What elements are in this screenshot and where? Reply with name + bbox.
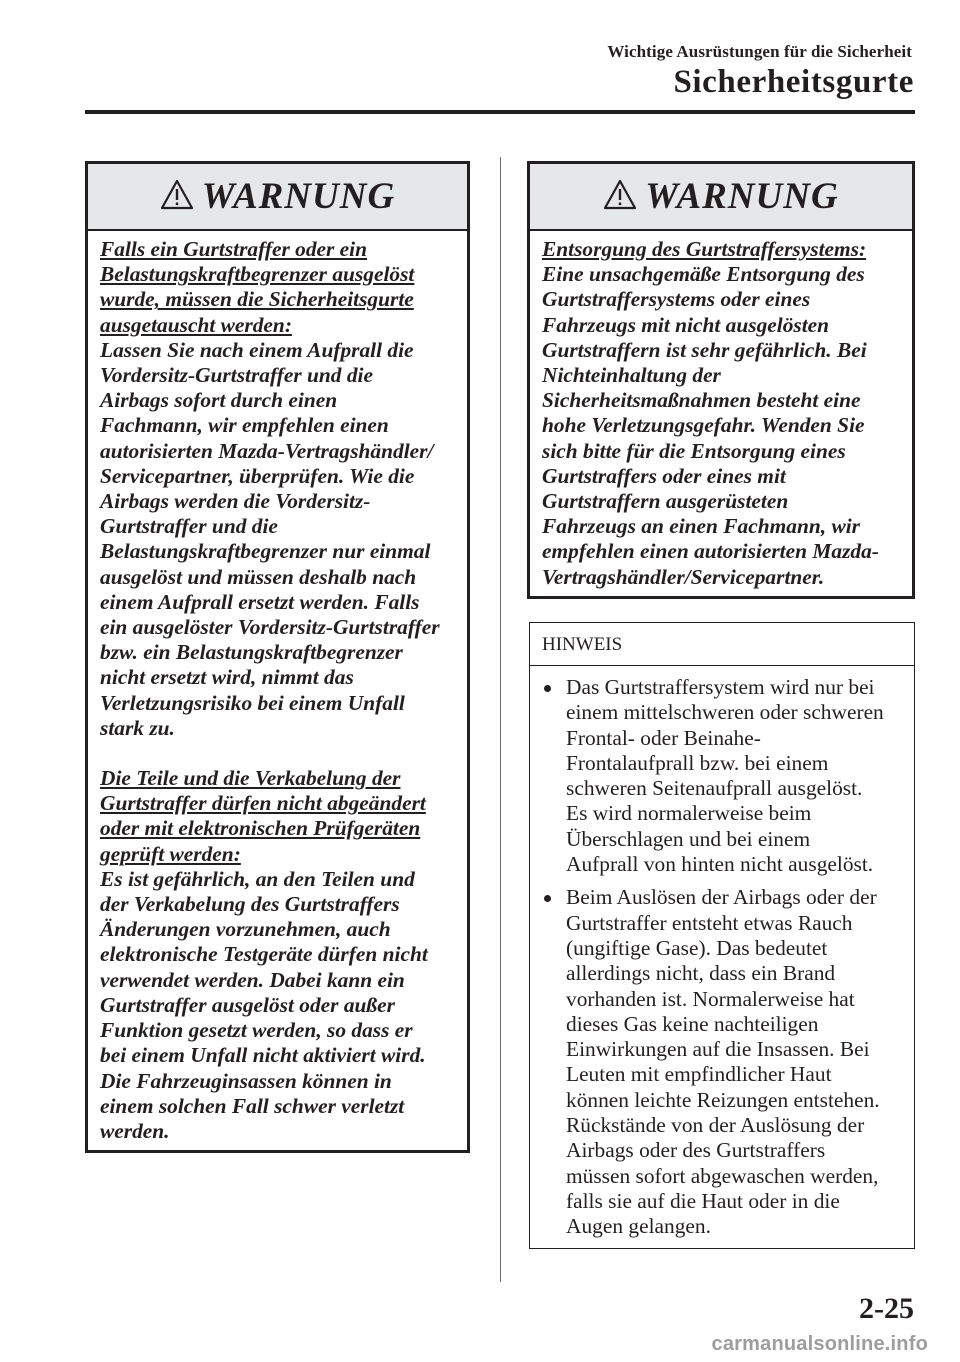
warning-text-line: empfehlen einen autorisierten Mazda- <box>542 539 879 564</box>
warning-text-line: einem solchen Fall schwer verletzt <box>100 1093 405 1118</box>
warning-text-line: ausgelöst und müssen deshalb nach <box>100 564 417 589</box>
column-divider <box>500 157 501 1282</box>
warning-body <box>530 231 912 590</box>
warning-text-line: bzw. ein Belastungskraftbegrenzer <box>100 640 403 665</box>
warning-text-line: bei einem Unfall nicht aktiviert wird. <box>100 1043 426 1068</box>
warning-heading-line: oder mit elektronischen Prüfgeräten <box>100 816 421 841</box>
note-text-line: einem mittelschweren oder schweren <box>566 700 884 725</box>
warning-box-right <box>527 161 915 599</box>
warning-text-line: Es ist gefährlich, an den Teilen und <box>100 866 415 891</box>
note-title: HINWEIS <box>530 623 914 666</box>
warning-heading-line: geprüft werden: <box>100 841 241 866</box>
note-text-line: Aufprall von hinten nicht ausgelöst. <box>566 852 874 877</box>
note-text-line: Gurtstraffer entsteht etwas Rauch <box>566 910 853 935</box>
note-text-line: Es wird normalerweise beim <box>566 801 812 826</box>
note-text-line: Einwirkungen auf die Insassen. Bei <box>566 1037 870 1062</box>
warning-text-line: der Verkabelung des Gurtstraffers <box>100 892 400 917</box>
bullet-icon <box>544 685 551 692</box>
warning-text-line: Nichteinhaltung der <box>542 363 721 388</box>
warning-text-line: Gurtstraffern ausgerüsteten <box>542 489 789 514</box>
note-text-line: müssen sofort abgewaschen werden, <box>566 1163 879 1188</box>
page-title: Sicherheitsgurte <box>673 64 914 100</box>
warning-text-line: hohe Verletzungsgefahr. Wenden Sie <box>542 413 865 438</box>
warning-text-line: Lassen Sie nach einem Aufprall die <box>100 337 414 362</box>
warning-text-line: sich bitte für die Entsorgung eines <box>542 438 846 463</box>
warning-text-line: Gurtstraffer und die <box>100 514 278 539</box>
warning-text-line: Die Fahrzeuginsassen können in <box>100 1068 392 1093</box>
note-text-line: Augen gelangen. <box>566 1214 711 1239</box>
note-text-line: Überschlagen und bei einem <box>566 826 811 851</box>
note-text-line: Frontal- oder Beinahe- <box>566 725 761 750</box>
warning-header <box>530 164 912 231</box>
note-box <box>529 622 915 1249</box>
note-body <box>530 666 914 1240</box>
warning-text-line: Airbags werden die Vordersitz- <box>100 489 371 514</box>
warning-text-line: nicht ersetzt wird, nimmt das <box>100 665 354 690</box>
note-text-line: schweren Seitenaufprall ausgelöst. <box>566 776 863 801</box>
warning-text-line: Funktion gesetzt werden, so dass er <box>100 1018 413 1043</box>
warning-title: WARNUNG <box>645 176 839 217</box>
warning-heading-line: Entsorgung des Gurtstraffersystems: <box>542 237 867 261</box>
warning-heading-line: ausgetauscht werden: <box>100 312 292 337</box>
warning-triangle-icon <box>603 179 637 211</box>
warning-text-line: Vertragshändler/Servicepartner. <box>542 564 825 589</box>
warning-text-line: Gurtstraffer ausgelöst oder außer <box>100 992 395 1017</box>
note-text-line: (ungiftige Gase). Das bedeutet <box>566 935 828 960</box>
note-text-line: Beim Auslösen der Airbags oder der <box>566 885 877 910</box>
note-text-line: falls sie auf die Haut oder in die <box>566 1188 840 1213</box>
warning-text-line: ein ausgelöster Vordersitz-Gurtstraffer <box>100 615 440 640</box>
warning-box-left <box>85 161 470 1153</box>
warning-body <box>88 231 467 1144</box>
warning-text-line: Verletzungsrisiko bei einem Unfall <box>100 690 405 715</box>
warning-text-line: verwendet werden. Dabei kann ein <box>100 967 405 992</box>
warning-text-line: stark zu. <box>100 715 175 740</box>
warning-title: WARNUNG <box>201 176 396 217</box>
warning-text-line: werden. <box>100 1118 170 1143</box>
note-text-line: Leuten mit empfindlicher Haut <box>566 1062 832 1087</box>
note-text-line: Das Gurtstraffersystem wird nur bei <box>566 675 875 699</box>
header-rule <box>85 110 915 114</box>
note-text-line: dieses Gas keine nachteiligen <box>566 1011 819 1036</box>
warning-heading-line: Belastungskraftbegrenzer ausgelöst <box>100 262 415 287</box>
page-number: 2-25 <box>859 1292 914 1325</box>
note-text-line: Frontalaufprall bzw. bei einem <box>566 750 829 775</box>
warning-text-line: Eine unsachgemäße Entsorgung des <box>542 262 865 287</box>
warning-text-line: Fahrzeugs an einen Fachmann, wir <box>542 514 860 539</box>
warning-text-line: Gurtstraffers oder eines mit <box>542 463 786 488</box>
warning-text-line: elektronische Testgeräte dürfen nicht <box>100 942 428 967</box>
warning-text-line: Belastungskraftbegrenzer nur einmal <box>100 539 431 564</box>
warning-heading-line: Falls ein Gurtstraffer oder ein <box>100 237 368 261</box>
warning-text-line: Gurtstraffersystems oder eines <box>542 287 811 312</box>
warning-text-line: Änderungen vorzunehmen, auch <box>100 917 391 942</box>
warning-heading-line: Die Teile und die Verkabelung der <box>100 766 401 791</box>
note-text-line: Airbags oder des Gurtstraffers <box>566 1138 826 1163</box>
warning-text-line: autorisierten Mazda-Vertragshändler/ <box>100 438 434 463</box>
note-text-line: vorhanden ist. Normalerweise hat <box>566 986 855 1011</box>
note-text-line: Rückstände von der Auslösung der <box>566 1113 865 1138</box>
warning-text-line: Airbags sofort durch einen <box>100 388 338 413</box>
bullet-icon <box>544 895 551 902</box>
note-list-item <box>544 675 914 877</box>
warning-header <box>88 164 467 231</box>
warning-heading-line: Gurtstraffer dürfen nicht abgeändert <box>100 791 426 816</box>
paragraph-gap <box>100 741 459 766</box>
warning-heading-line: wurde, müssen die Sicherheitsgurte <box>100 287 414 312</box>
warning-text-line: einem Aufprall ersetzt werden. Falls <box>100 589 420 614</box>
warning-text-line: Gurtstraffern ist sehr gefährlich. Bei <box>542 337 867 362</box>
warning-text-line: Sicherheitsmaßnahmen besteht eine <box>542 388 861 413</box>
warning-text-line: Fachmann, wir empfehlen einen <box>100 413 389 438</box>
section-label: Wichtige Ausrüstungen für die Sicherheit <box>607 42 912 61</box>
warning-text-line: Servicepartner, überprüfen. Wie die <box>100 463 415 488</box>
note-list-item <box>544 885 914 1239</box>
warning-text-line: Vordersitz-Gurtstraffer und die <box>100 363 373 388</box>
note-text-line: allerdings nicht, dass ein Brand <box>566 961 836 986</box>
warning-text-line: Fahrzeugs mit nicht ausgelösten <box>542 312 830 337</box>
watermark: carmanualsonline.info <box>711 1333 928 1355</box>
warning-triangle-icon <box>160 179 194 211</box>
note-text-line: können leichte Reizungen entstehen. <box>566 1087 880 1112</box>
